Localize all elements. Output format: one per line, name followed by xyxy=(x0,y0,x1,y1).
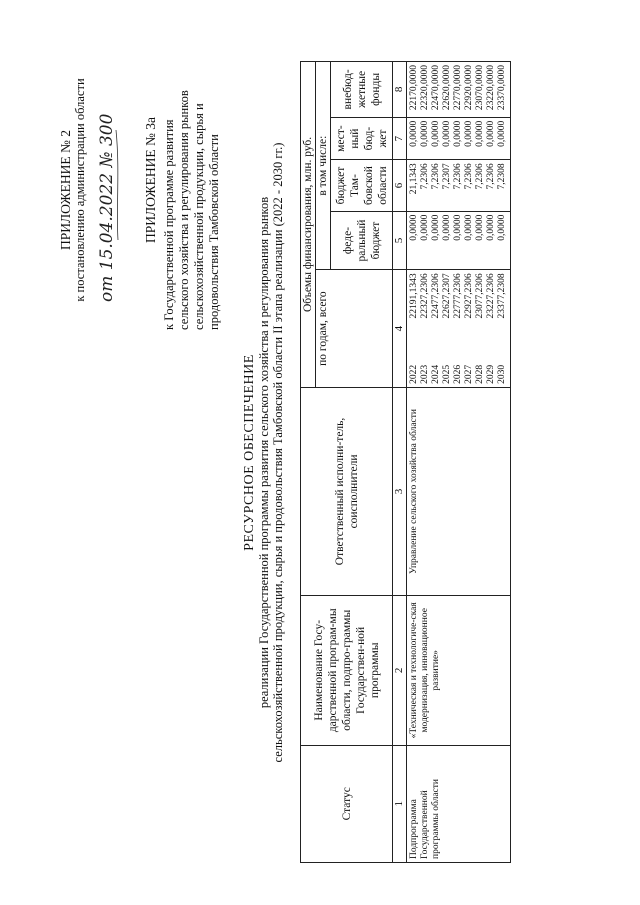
header-by-years: по годам, всего xyxy=(316,270,393,387)
total-value: 22777,2306 xyxy=(453,273,463,319)
federal-value: 0,0000 xyxy=(442,214,452,241)
header-regional: бюджет Там-бовской области xyxy=(331,160,393,211)
total-value: 22927,2306 xyxy=(464,273,474,319)
regional-value: 21,1343 xyxy=(409,163,419,195)
total-value: 22327,2306 xyxy=(420,273,430,319)
appendix-3a-title: ПРИЛОЖЕНИЕ № 3а xyxy=(143,116,158,244)
appendix-3a-line: сельскохозяйственной продукции, сырья и xyxy=(192,103,206,330)
federal-value: 0,0000 xyxy=(475,214,485,241)
local-value: 0,0000 xyxy=(442,120,452,147)
header-including: в том числе: xyxy=(316,62,331,270)
year-value: 2026 xyxy=(453,364,463,384)
header-status: Статус xyxy=(301,745,393,862)
offbudget-value: 23220,0000 xyxy=(486,65,496,111)
row-responsible: Управление сельского хозяйства области xyxy=(407,387,511,595)
regional-value: 7,2306 xyxy=(431,163,441,190)
row-totals-cell xyxy=(407,270,511,387)
local-value: 0,0000 xyxy=(475,120,485,147)
local-value: 0,0000 xyxy=(453,120,463,147)
appendix-3a-line: к Государственной программе развития xyxy=(162,119,176,330)
document-title-main: РЕСУРСНОЕ ОБЕСПЕЧЕНИЕ xyxy=(242,354,257,551)
handwritten-date: от 15.04.2022 № 300 xyxy=(97,113,117,302)
regional-value: 7,2306 xyxy=(486,163,496,190)
regional-list xyxy=(407,160,511,211)
local-value: 0,0000 xyxy=(497,120,507,147)
year-value: 2025 xyxy=(442,364,452,384)
offbudget-value: 22320,0000 xyxy=(420,65,430,111)
year-value: 2028 xyxy=(475,364,485,384)
local-list xyxy=(407,117,511,160)
header-responsible: Ответственный исполни-тель, соисполнители xyxy=(301,387,393,595)
local-value: 0,0000 xyxy=(464,120,474,147)
row-name: «Техническая и технологиче-ская модернизация, инновационное развитие» xyxy=(407,596,511,745)
appendix-3a-line: сельского хозяйства и регулирования рынков xyxy=(177,90,191,330)
federal-value: 0,0000 xyxy=(497,214,507,241)
year-value: 2022 xyxy=(409,364,419,384)
offbudget-value: 22170,0000 xyxy=(409,65,419,111)
appendix-2-line: к постановлению администрации области xyxy=(73,78,87,302)
year-value: 2029 xyxy=(486,364,496,384)
local-value: 0,0000 xyxy=(431,120,441,147)
column-number: 6 xyxy=(393,160,407,211)
offbudget-list xyxy=(407,62,511,118)
regional-value: 7,2306 xyxy=(475,163,485,190)
regional-value: 7,2306 xyxy=(420,163,430,190)
column-number: 8 xyxy=(393,62,407,118)
offbudget-value: 22920,0000 xyxy=(464,65,474,111)
document-title-line: сельскохозяйственной продукции, сырья и продовольствия Тамбовской области II этапа реализации (2022 - 2030 гг.) xyxy=(271,142,285,763)
total-value: 23077,2306 xyxy=(475,273,485,319)
appendix-2-header xyxy=(58,40,88,340)
column-number: 7 xyxy=(393,117,407,160)
total-value: 22477,2306 xyxy=(431,273,441,319)
federal-value: 0,0000 xyxy=(420,214,430,241)
total-value: 23227,2306 xyxy=(486,273,496,319)
local-value: 0,0000 xyxy=(420,120,430,147)
column-number: 3 xyxy=(393,387,407,595)
header-federal: феде-ральный бюджет xyxy=(331,211,393,270)
federal-value: 0,0000 xyxy=(431,214,441,241)
total-value: 22191,1343 xyxy=(409,273,419,319)
row-status: Подпрограмма Государственной программы области xyxy=(407,745,511,862)
table-row xyxy=(407,62,511,863)
document-title-line: реализации Государственной программы развития сельского хозяйства и регулирования рынков xyxy=(257,196,271,709)
federal-value: 0,0000 xyxy=(464,214,474,241)
regional-value: 7,2306 xyxy=(464,163,474,190)
appendix-2-title: ПРИЛОЖЕНИЕ № 2 xyxy=(58,129,73,251)
column-number: 2 xyxy=(393,596,407,745)
local-value: 0,0000 xyxy=(409,120,419,147)
document-title xyxy=(243,0,285,905)
offbudget-value: 23370,0000 xyxy=(497,65,507,111)
appendix-3a-line: продовольствия Тамбовской области xyxy=(207,134,221,330)
local-value: 0,0000 xyxy=(486,120,496,147)
header-offbudget: внебюд-жетные фонды xyxy=(331,62,393,118)
year-value: 2030 xyxy=(497,364,507,384)
totals-list xyxy=(409,273,508,318)
total-value: 23377,2308 xyxy=(497,273,507,319)
regional-value: 7,2306 xyxy=(453,163,463,190)
header-name: Наименование Госу-дарственной програм-мы области, подпро-граммы Государствен-ной программы xyxy=(301,596,393,745)
offbudget-value: 22470,0000 xyxy=(431,65,441,111)
offbudget-value: 22620,0000 xyxy=(442,65,452,111)
appendix-3a-header xyxy=(143,30,222,330)
federal-value: 0,0000 xyxy=(453,214,463,241)
regional-value: 7,2308 xyxy=(497,163,507,190)
column-number: 4 xyxy=(393,270,407,387)
column-number: 1 xyxy=(393,745,407,862)
federal-list xyxy=(407,211,511,270)
offbudget-value: 22770,0000 xyxy=(453,65,463,111)
header-volume: Объемы финансирования, млн. руб. xyxy=(301,62,316,388)
handwritten-date-signature xyxy=(86,110,126,310)
header-local: мест-ный бюд-жет xyxy=(331,117,393,160)
total-value: 22627,2307 xyxy=(442,273,452,319)
year-value: 2027 xyxy=(464,364,474,384)
year-value: 2024 xyxy=(431,364,441,384)
federal-value: 0,0000 xyxy=(486,214,496,241)
regional-value: 7,2307 xyxy=(442,163,452,190)
offbudget-value: 23070,0000 xyxy=(475,65,485,111)
federal-value: 0,0000 xyxy=(409,214,419,241)
year-value: 2023 xyxy=(420,364,430,384)
resource-table xyxy=(300,61,511,863)
column-number: 5 xyxy=(393,211,407,270)
years-list xyxy=(409,365,508,384)
